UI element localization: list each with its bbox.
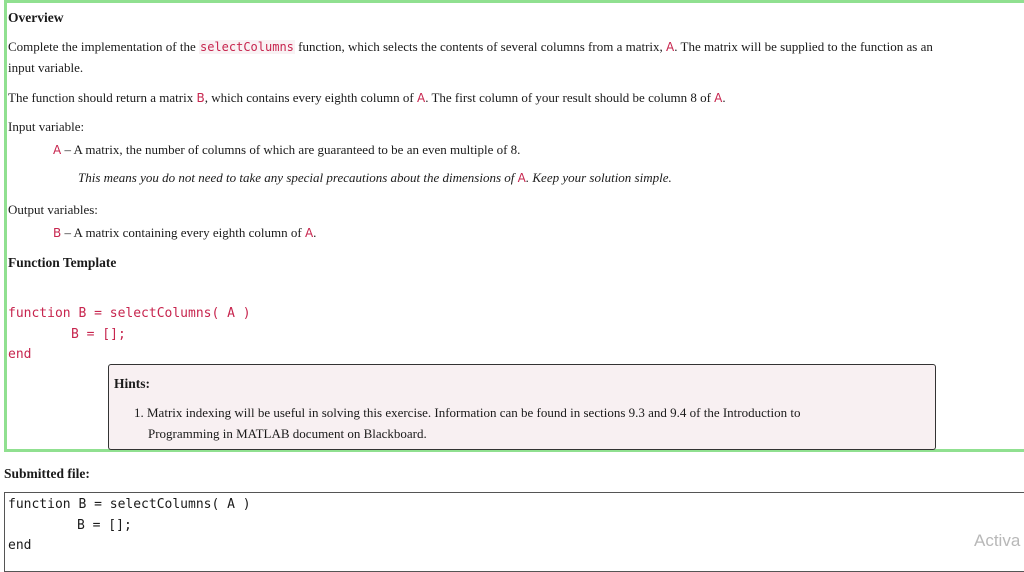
function-name-code: selectColumns [199,40,294,54]
hint-item-1-line2: Programming in MATLAB document on Blackboard. [148,426,427,441]
text: , which contains every eighth column of [204,90,417,105]
variable-a: A [416,91,426,105]
text: . Keep your solution simple. [525,170,672,185]
template-code-line-1: function B = selectColumns( A ) [8,306,251,321]
activate-windows-watermark: Activa [974,531,1021,550]
overview-paragraph-1-line2: input variable. [8,60,84,75]
template-code-line-2: B = []; [71,327,126,342]
text: . The matrix will be supplied to the function as an [674,39,933,54]
variable-a: A [666,40,675,54]
variable-a: A [304,226,314,240]
output-variable-description [53,225,316,241]
submitted-code-line-2: B = []; [77,518,132,533]
input-variable-label: Input variable: [8,119,85,134]
text: . [313,225,317,240]
variable-a: A [714,91,723,105]
text: – A matrix containing every eighth column of [61,225,305,240]
text: Complete the implementation of the [8,39,199,54]
template-code-line-3: end [8,347,32,362]
text: function, which selects the contents of several columns from a matrix, [294,39,667,54]
text: . The first column of your result should be column 8 of [425,90,715,105]
submitted-file-label: Submitted file: [4,466,90,481]
input-variable-note [78,170,672,186]
variable-a: A [53,143,62,157]
submitted-code-line-1: function B = selectColumns( A ) [8,497,251,512]
overview-paragraph-1 [8,39,933,55]
submitted-code-line-3: end [8,538,32,553]
function-template-heading: Function Template [8,255,117,270]
variable-b: B [196,91,205,105]
output-variables-label: Output variables: [8,202,98,217]
text: The function should return a matrix [8,90,197,105]
overview-heading: Overview [8,10,64,25]
text: This means you do not need to take any special precautions about the dimensions of [78,170,518,185]
hint-item-1: 1. Matrix indexing will be useful in solving this exercise. Information can be found in sections 9.3 and 9.4 of the Introduction to [134,405,801,420]
overview-paragraph-2 [8,90,726,106]
text: – A matrix, the number of columns of which are guaranteed to be an even multiple of 8. [61,142,521,157]
input-variable-description [53,142,520,158]
hints-heading: Hints: [114,376,151,391]
variable-b: B [53,226,62,240]
variable-a: A [517,171,526,185]
text: . [722,90,726,105]
